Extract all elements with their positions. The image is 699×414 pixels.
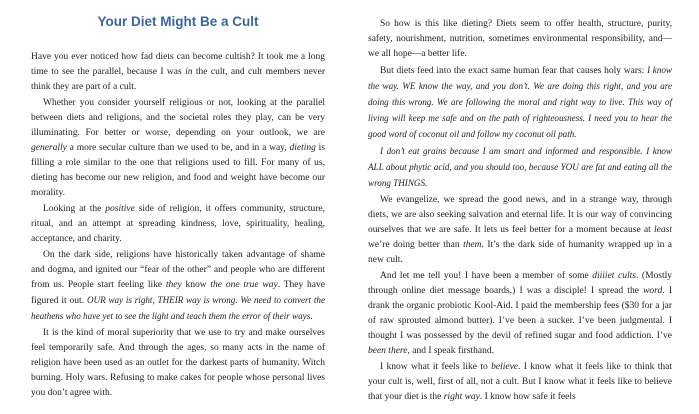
italic-run: right way [443,392,480,402]
paragraph-religion-parallel [31,96,325,201]
text-run: Looking at the [43,204,106,214]
text-run: . It’s the dark side of humanity wrapped up in a new cult. [368,240,672,265]
text-run: I know what it feels like to [380,362,492,372]
text-run: . (Mostly through online diet message boards.) I was a disciple! I spread the [368,271,672,296]
italic-run: generally [31,143,67,153]
text-run: . I know how safe it feels [479,392,576,402]
left-page [31,0,325,401]
text-run: Have you ever noticed how fad diets can become cultish? It took me a long time to see the parallel, because I was [31,52,325,77]
italic-run: I don’t eat grains because I am smart and informed and responsible. I know ALL about phytic acid, and you should too, because YOU are fat and eating all the wrong THINGS. [368,146,672,188]
text-run: the cult, and cult members never think they are part of a cult. [31,67,326,92]
italic-run: least [654,225,672,235]
text-run: We evangelize, we spread the good news, and in a strange way, through diets, we are also seeking salvation and eternal life. It is our way of convincing ourselves that we are safe. It lets us feel better for a moment because at [368,195,672,235]
italic-run: dieting [289,143,316,153]
italic-run: them [463,240,482,250]
text-run: . They have figured it out. [31,280,325,306]
italic-run: the one true way [210,280,278,290]
italic-run: they [165,280,182,290]
right-page [368,0,672,405]
paragraph-dieting-question [368,17,672,62]
text-run: . I know what it feels like to think that your cult is, well, first of all, not a cult. But I know what it feels like to believe that your diet is the [368,362,672,402]
italic-run: word [643,286,663,296]
paragraph-evangelize [368,193,672,268]
text-run: . I drank the organic probiotic Kool-Aid. I paid the membership fees ($30 for a jar of raw sprouted almond butter). I’ve been a sucker. I’ve been judgmental. I thought I was possessed by the devil of refined sugar and food addiction. I’ve [368,286,672,341]
text-run: we’re doing better than [368,240,464,250]
paragraph-diet-cults [368,269,672,359]
italic-run: OUR way is right, THEIR way is wrong. We need to convert the heathens who have yet to see the light and teach them the error of their ways [31,295,325,321]
italic-run: believe [491,362,519,372]
text-run: , and I speak firsthand. [407,346,495,356]
italic-run: I know the way. WE know the way, and you don’t. We are doing this right, and you are doing this wrong. We are following the moral and right way to live. This way of living will keep me safe and on the path of righteousness. I need you to hear the good word of coconut oil and follow my coconut oil path. [368,65,672,139]
text-run: So how is this like dieting? Diets seem to offer health, structure, purity, safety, nourishment, nutrition, sometimes environmental responsibility, and—we all hope—a better life. [368,19,672,59]
chapter-title: Your Diet Might Be a Cult [97,14,259,29]
text-run: know [181,280,211,290]
text-run: But diets feed into the exact same human fear that causes holy wars: [380,66,648,76]
paragraph-holy-wars [368,63,672,143]
paragraph-believe [368,360,672,405]
text-run: side of religion, it offers community, structure, ritual, and an attempt at spreading kindness, love, spirituality, healing, acceptance, and charity. [31,204,326,244]
text-run: . [310,312,313,322]
paragraph-intro [31,50,325,95]
paragraph-positive-side [31,202,325,247]
text-run: Whether you consider yourself religious or not, looking at the parallel between diets and religions, and the societal roles they play, can be very illuminating. For better or worse, depending on your outlook, we are [31,98,325,138]
paragraph-moral-superiority [31,326,325,401]
text-run: is filling a role similar to the one that religions used to fill. For many of us, dieting has become our new religion, and food and weight have become our morality. [31,143,326,198]
paragraph-grains-quote [368,144,672,192]
text-run: It is the kind of moral superiority that we use to try and make ourselves feel temporarily safe. And through the ages, so many acts in the name of religion have been used as an outlet for the darkest parts of humanity. Witch burning. Holy wars. Refusing to make cakes for people whose personal lives you don’t agree with. [31,328,325,398]
paragraph-dark-side [31,248,325,325]
text-run: And let me tell you! I have been a member of some [380,271,593,281]
italic-run: in [185,67,193,77]
text-run: On the dark side, religions have historically taken advantage of shame and dogma, and ignited our “fear of the other” and people who are different from us. People start feeling like [31,250,325,290]
italic-run: positive [105,204,135,214]
italic-run: diiiiet cults [592,271,636,281]
text-run: a more secular culture than we used to be, and in a way, [66,143,290,153]
italic-run: been there [368,346,408,356]
